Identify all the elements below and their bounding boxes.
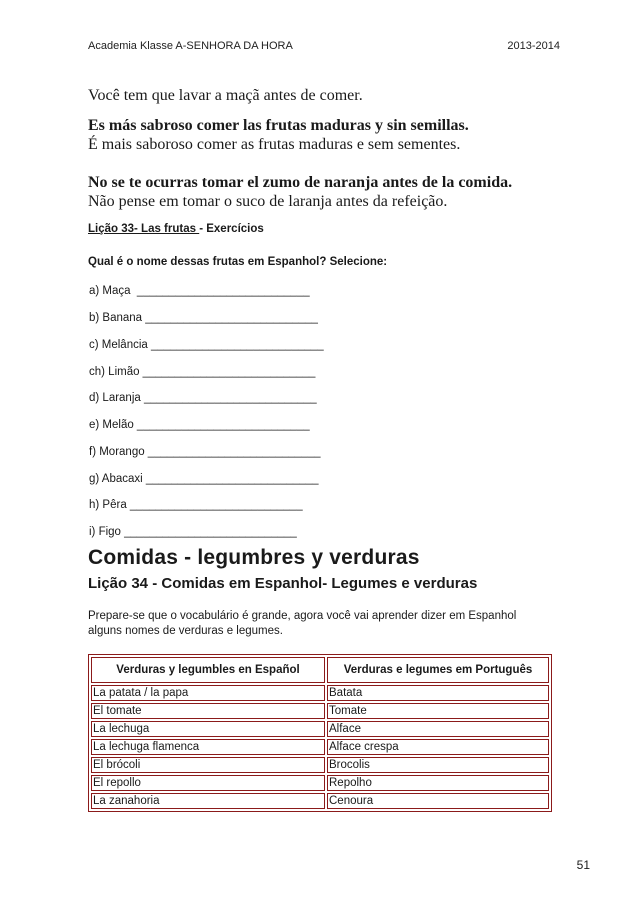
sentence-2-pt: É mais saboroso comer as frutas maduras e sem sementes. [88, 136, 461, 153]
cell-spanish: La patata / la papa [91, 685, 325, 701]
cell-spanish: El brócoli [91, 757, 325, 773]
lesson33-title-underlined: Lição 33- Las frutas [88, 223, 200, 235]
exercise-item: c) Melância ___________________________ [89, 339, 324, 351]
exercise-item: b) Banana ___________________________ [89, 312, 318, 324]
page-number: 51 [576, 858, 590, 872]
header-left: Academia Klasse A-SENHORA DA HORA [88, 40, 293, 52]
sentence-1-pt: Você tem que lavar a maçã antes de comer. [88, 87, 363, 104]
cell-spanish: El tomate [91, 703, 325, 719]
intro-line-2: alguns nomes de verduras e legumes. [88, 625, 283, 637]
sentence-3-pt: Não pense em tomar o suco de laranja antes da refeição. [88, 193, 448, 210]
intro-line-1: Prepare-se que o vocabulário é grande, agora você vai aprender dizer em Espanhol [88, 610, 517, 622]
lesson33-title [88, 223, 264, 235]
lesson34-title: Lição 34 - Comidas em Espanhol- Legumes e verduras [88, 575, 478, 592]
exercise-item: i) Figo ___________________________ [89, 526, 297, 538]
header-right: 2013-2014 [507, 40, 560, 52]
column-header-portuguese: Verduras e legumes em Português [327, 657, 549, 683]
cell-portuguese: Repolho [327, 775, 549, 791]
table-header-row [91, 657, 549, 683]
exercise-item: h) Pêra ___________________________ [89, 499, 303, 511]
table-row [91, 775, 549, 791]
exercise-item: e) Melão ___________________________ [89, 419, 310, 431]
cell-portuguese: Alface crespa [327, 739, 549, 755]
sentence-3-es: No se te ocurras tomar el zumo de naranja antes de la comida. [88, 174, 513, 191]
section-title: Comidas - legumbres y verduras [88, 546, 420, 569]
table-row [91, 739, 549, 755]
cell-spanish: La lechuga flamenca [91, 739, 325, 755]
cell-spanish: La zanahoria [91, 793, 325, 809]
exercise-item: g) Abacaxi ___________________________ [89, 473, 319, 485]
lesson33-title-rest: - Exercícios [199, 223, 264, 235]
table-row [91, 703, 549, 719]
exercise-item: ch) Limão ___________________________ [89, 366, 316, 378]
sentence-2-es: Es más sabroso comer las frutas maduras y sin semillas. [88, 117, 469, 134]
table-row [91, 793, 549, 809]
exercise-item: d) Laranja ___________________________ [89, 392, 317, 404]
cell-portuguese: Tomate [327, 703, 549, 719]
cell-portuguese: Cenoura [327, 793, 549, 809]
cell-portuguese: Brocolis [327, 757, 549, 773]
lesson33-question: Qual é o nome dessas frutas em Espanhol? Selecione: [88, 256, 388, 268]
column-header-spanish: Verduras y legumbles en Español [91, 657, 325, 683]
cell-portuguese: Batata [327, 685, 549, 701]
vocabulary-table [88, 654, 552, 812]
exercise-item: f) Morango ___________________________ [89, 446, 321, 458]
cell-portuguese: Alface [327, 721, 549, 737]
table-row [91, 685, 549, 701]
table-row [91, 721, 549, 737]
table-row [91, 757, 549, 773]
cell-spanish: La lechuga [91, 721, 325, 737]
exercise-item: a) Maça ___________________________ [89, 285, 310, 297]
cell-spanish: El repollo [91, 775, 325, 791]
